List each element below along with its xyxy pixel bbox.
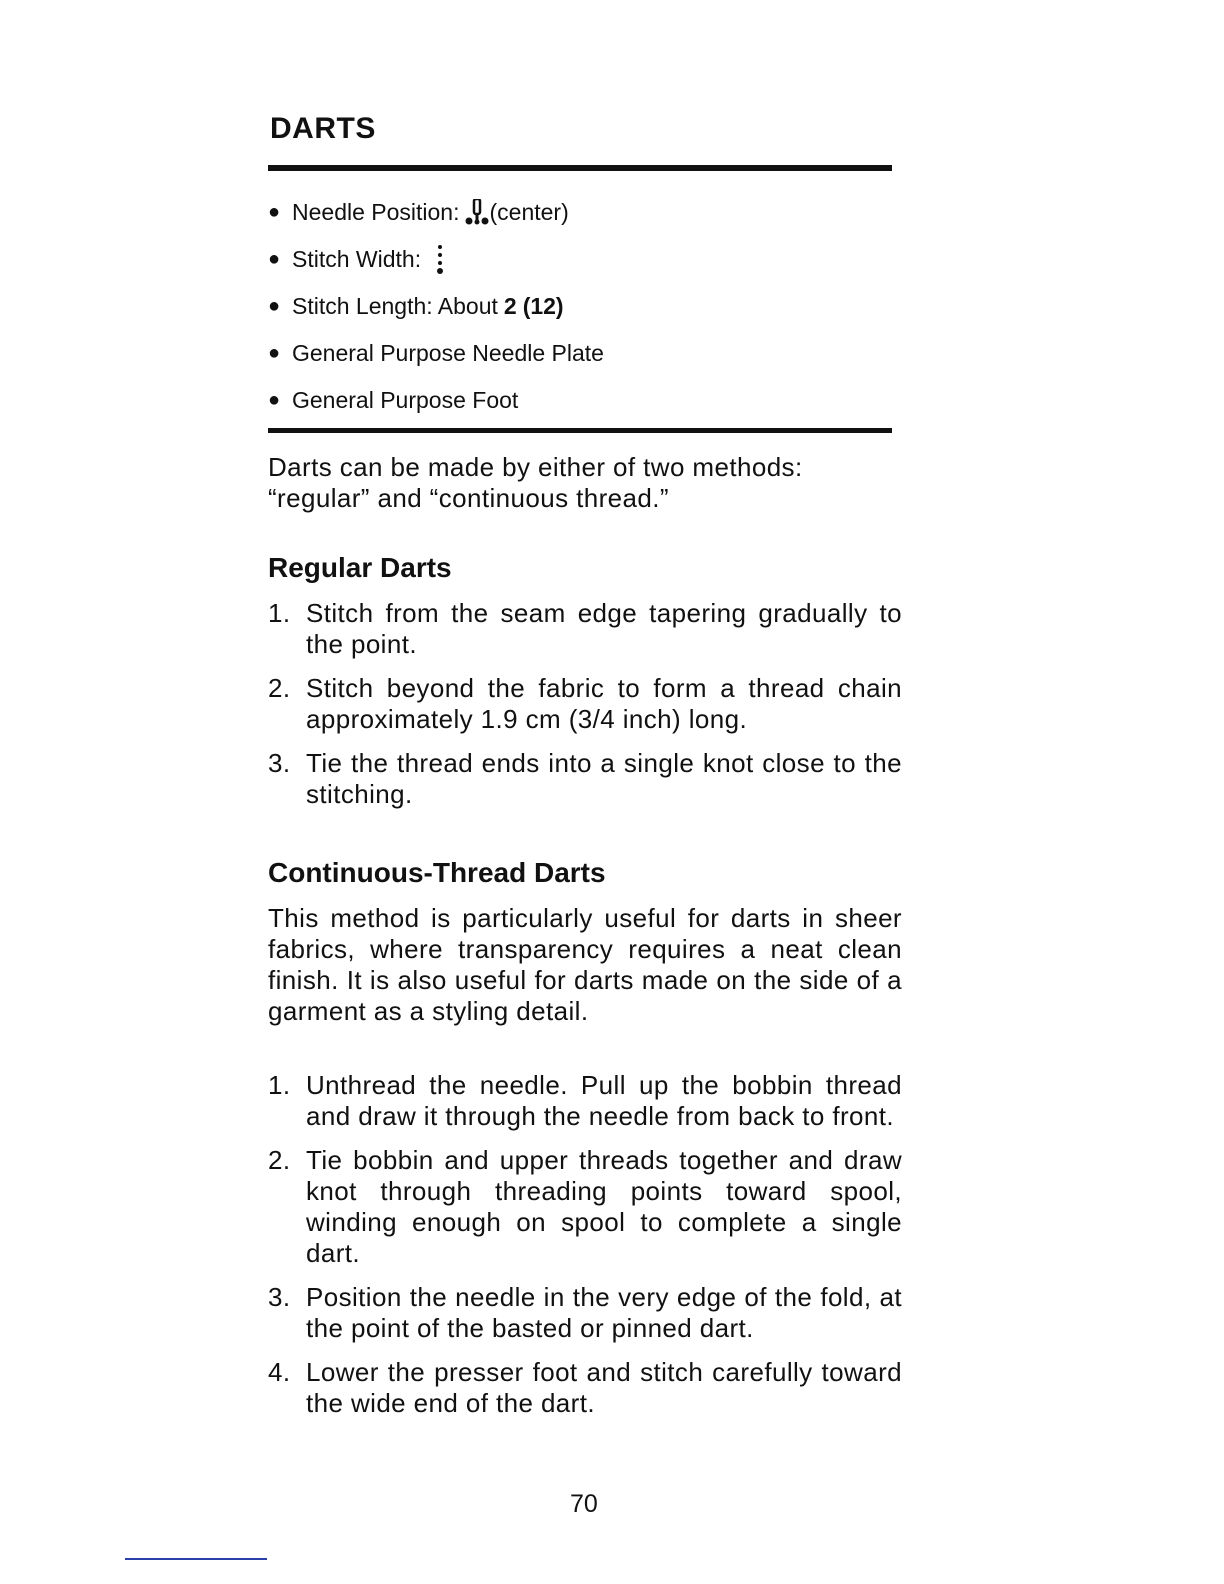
stitch-width-item xyxy=(268,235,604,282)
step-text: Lower the presser foot and stitch carefully toward the wide end of the dart. xyxy=(306,1357,902,1418)
regular-darts-steps xyxy=(268,598,902,823)
step-number: 1. xyxy=(268,1070,291,1100)
list-item xyxy=(268,1145,902,1269)
continuous-darts-heading: Continuous-Thread Darts xyxy=(268,857,606,888)
step-text: Position the needle in the very edge of the fold, at the point of the basted or pinned dart. xyxy=(306,1282,902,1343)
step-number: 3. xyxy=(268,748,291,778)
stitch-width-label: Stitch Width: xyxy=(292,245,422,272)
settings-list xyxy=(268,188,604,423)
stitch-length-value: 2 xyxy=(503,292,517,319)
bullet: ● xyxy=(268,388,281,411)
step-number: 2. xyxy=(268,1145,291,1175)
stitch-length-item xyxy=(268,282,604,329)
step-text: Tie bobbin and upper threads together and draw knot through threading points toward spool, winding enough on spool to complete a single dart. xyxy=(306,1145,902,1268)
page-number: 70 xyxy=(570,1490,598,1518)
stitch-length-label: Stitch Length: About xyxy=(292,292,498,319)
list-item xyxy=(268,1282,902,1344)
continuous-darts-steps xyxy=(268,1070,902,1432)
list-item xyxy=(268,1070,902,1132)
needle-plate-item xyxy=(268,329,604,376)
scan-edge-line xyxy=(125,1558,267,1560)
step-number: 4. xyxy=(268,1357,291,1387)
list-item xyxy=(268,748,902,810)
stitch-length-alt-value: (12) xyxy=(522,292,564,319)
bullet: ● xyxy=(268,294,281,317)
foot-text: General Purpose Foot xyxy=(292,386,519,413)
needle-position-item xyxy=(268,188,604,235)
needle-position-value: (center) xyxy=(489,198,569,225)
regular-darts-heading: Regular Darts xyxy=(268,552,452,583)
bottom-rule xyxy=(268,428,892,433)
needle-plate-text: General Purpose Needle Plate xyxy=(292,339,604,366)
top-rule xyxy=(268,165,892,171)
bullet: ● xyxy=(268,200,281,223)
step-text: Unthread the needle. Pull up the bobbin thread and draw it through the needle from back to front. xyxy=(306,1070,902,1131)
step-text: Stitch beyond the fabric to form a thread chain approximately 1.9 cm (3/4 inch) long. xyxy=(306,673,902,734)
list-item xyxy=(268,673,902,735)
needle-center-icon xyxy=(464,199,490,225)
step-number: 2. xyxy=(268,673,291,703)
step-number: 1. xyxy=(268,598,291,628)
bullet: ● xyxy=(268,341,281,364)
foot-item xyxy=(268,376,604,423)
straight-stitch-width-icon xyxy=(435,243,445,275)
step-text: Stitch from the seam edge tapering gradually to the point. xyxy=(306,598,902,659)
list-item xyxy=(268,598,902,660)
needle-position-label: Needle Position: xyxy=(292,198,460,225)
page-title: DARTS xyxy=(270,112,376,145)
continuous-darts-intro: This method is particularly useful for darts in sheer fabrics, where transparency requires a neat clean finish. It is also useful for darts made on the side of a garment as a styling detail. xyxy=(268,903,902,1026)
list-item xyxy=(268,1357,902,1419)
intro-paragraph: Darts can be made by either of two methods: “regular” and “continuous thread.” xyxy=(268,452,803,513)
step-text: Tie the thread ends into a single knot close to the stitching. xyxy=(306,748,902,809)
step-number: 3. xyxy=(268,1282,291,1312)
bullet: ● xyxy=(268,247,281,270)
